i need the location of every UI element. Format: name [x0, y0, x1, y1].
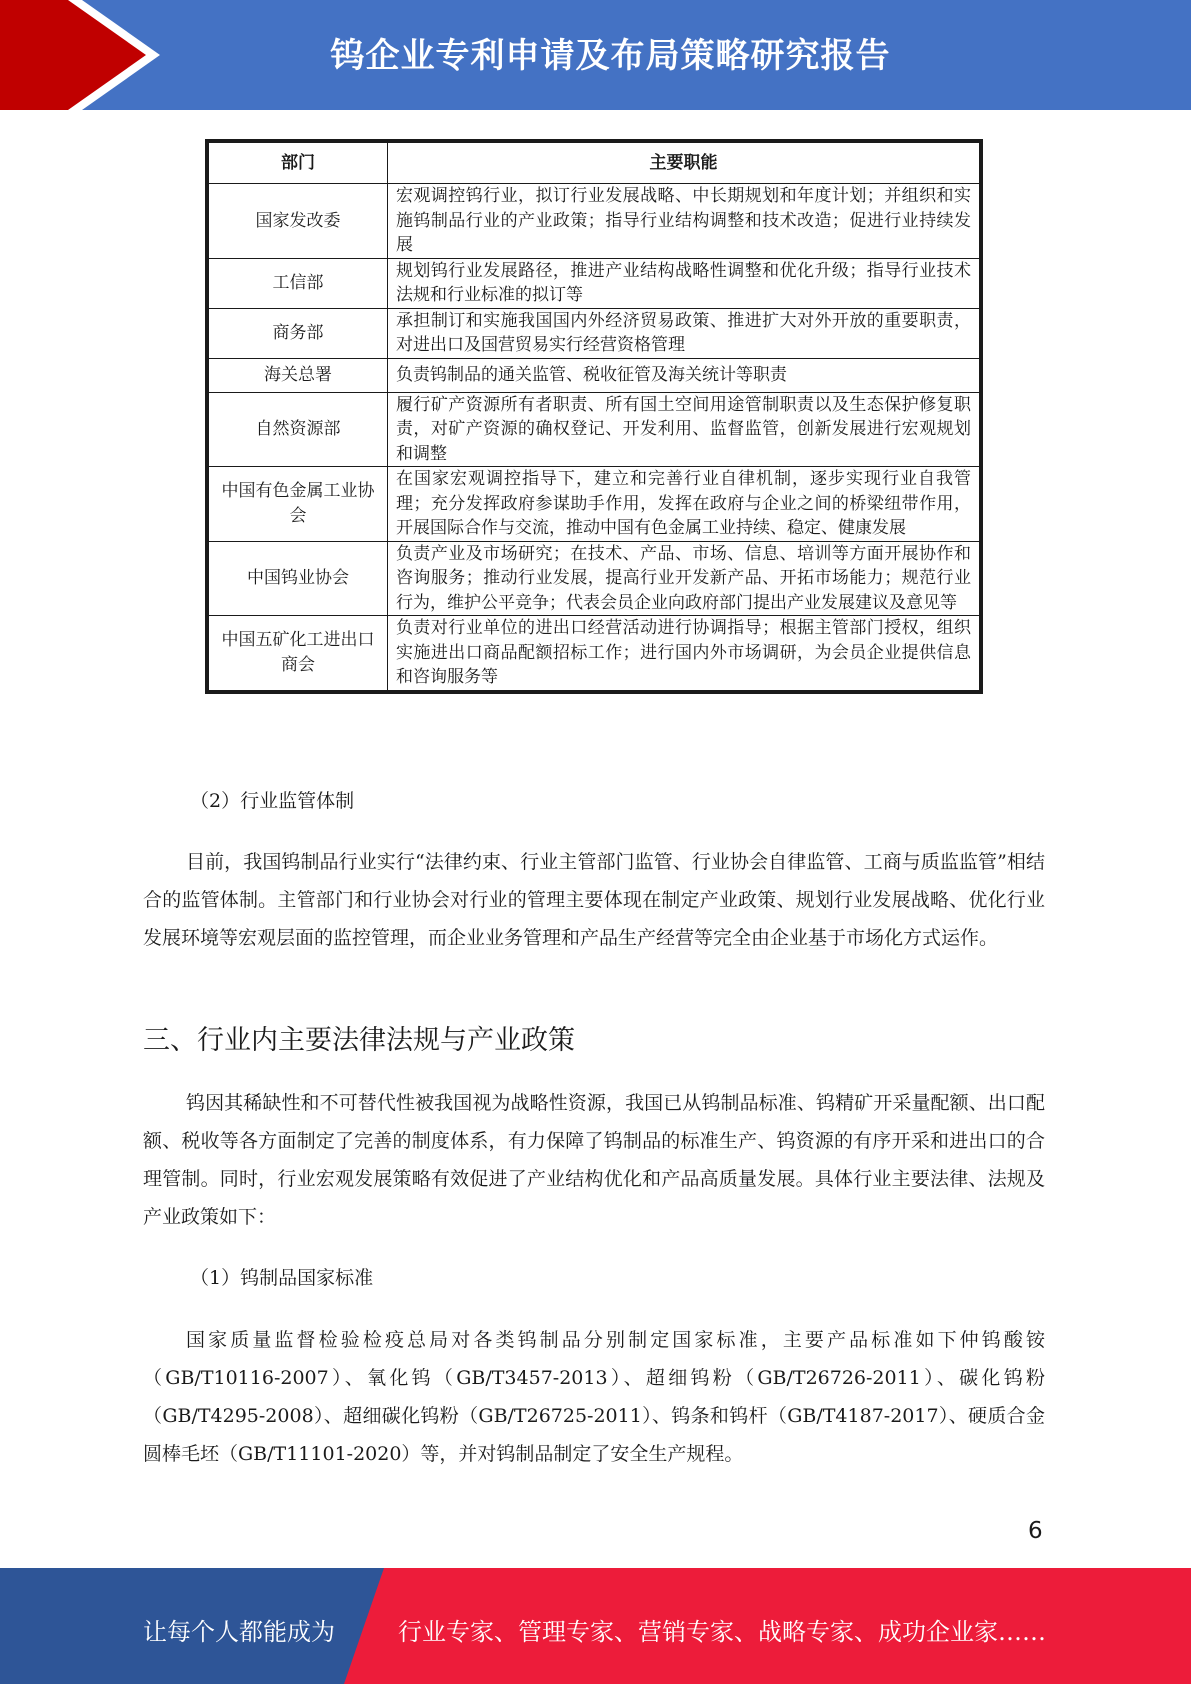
footer-slogan-right: 行业专家、管理专家、营销专家、战略专家、成功企业家…… [398, 1618, 1046, 1646]
dept-cell: 自然资源部 [209, 392, 388, 467]
func-cell: 负责对行业单位的进出口经营活动进行协调指导；根据主管部门授权，组织实施进出口商品配额招标工作；进行国内外市场调研，为会员企业提供信息和咨询服务等 [388, 616, 980, 691]
func-cell: 负责钨制品的通关监管、税收征管及海关统计等职责 [388, 358, 980, 392]
table-row [209, 616, 980, 691]
dept-cell: 中国五矿化工进出口商会 [209, 616, 388, 691]
section-heading: 三、行业内主要法律法规与产业政策 [143, 1025, 575, 1056]
departments-table [205, 139, 983, 694]
dept-cell: 海关总署 [209, 358, 388, 392]
table-row [209, 358, 980, 392]
subheading-national-standards: （1）钨制品国家标准 [190, 1267, 374, 1289]
func-cell: 规划钨行业发展路径，推进产业结构战略性调整和优化升级；指导行业技术法规和行业标准的拟订等 [388, 258, 980, 308]
dept-cell: 工信部 [209, 258, 388, 308]
report-title: 钨企业专利申请及布局策略研究报告 [330, 36, 891, 76]
paragraph-policy-intro: 钨因其稀缺性和不可替代性被我国视为战略性资源，我国已从钨制品标准、钨精矿开采量配额、出口配额、税收等各方面制定了完善的制度体系，有力保障了钨制品的标准生产、钨资源的有序开采和进出口的合理管制。同时，行业宏观发展策略有效促进了产业结构优化和产品高质量发展。具体行业主要法律、法规及产业政策如下： [143, 1092, 1045, 1228]
col-header-func: 主要职能 [388, 143, 980, 184]
dept-cell: 中国钨业协会 [209, 541, 388, 616]
paragraph-national-standards: 国家质量监督检验检疫总局对各类钨制品分别制定国家标准，主要产品标准如下仲钨酸铵（GB/T10116-2007）、氧化钨（GB/T3457-2013）、超细钨粉（GB/T26726-2011）、碳化钨粉（GB/T4295-2008）、超细碳化钨粉（GB/T26725-2011）、钨条和钨杆（GB/T4187-2017）、硬质合金圆棒毛坯（GB/T11101-2020）等，并对钨制品制定了安全生产规程。 [143, 1329, 1045, 1465]
dept-cell: 国家发改委 [209, 184, 388, 259]
subheading-regulation-system: （2）行业监管体制 [190, 790, 355, 812]
func-cell: 履行矿产资源所有者职责、所有国土空间用途管制职责以及生态保护修复职责，对矿产资源的确权登记、开发利用、监督监管，创新发展进行宏观规划和调整 [388, 392, 980, 467]
page-header [0, 0, 1191, 110]
dept-cell: 中国有色金属工业协会 [209, 467, 388, 542]
table-row [209, 184, 980, 259]
table-row [209, 392, 980, 467]
func-cell: 负责产业及市场研究；在技术、产品、市场、信息、培训等方面开展协作和咨询服务；推动行业发展，提高行业开发新产品、开拓市场能力；规范行业行为，维护公平竞争；代表会员企业向政府部门提出产业发展建议及意见等 [388, 541, 980, 616]
paragraph-regulation-system: 目前，我国钨制品行业实行“法律约束、行业主管部门监管、行业协会自律监管、工商与质监监管”相结合的监管体制。主管部门和行业协会对行业的管理主要体现在制定产业政策、规划行业发展战略、优化行业发展环境等宏观层面的监控管理，而企业业务管理和产品生产经营等完全由企业基于市场化方式运作。 [143, 851, 1045, 949]
func-cell: 承担制订和实施我国国内外经济贸易政策、推进扩大对外开放的重要职责，对进出口及国营贸易实行经营资格管理 [388, 308, 980, 358]
func-cell: 在国家宏观调控指导下，建立和完善行业自律机制，逐步实现行业自我管理；充分发挥政府参谋助手作用，发挥在政府与企业之间的桥梁纽带作用，开展国际合作与交流，推动中国有色金属工业持续、稳定、健康发展 [388, 467, 980, 542]
table-row [209, 258, 980, 308]
table-header-row [209, 143, 980, 184]
func-cell: 宏观调控钨行业，拟订行业发展战略、中长期规划和年度计划；并组织和实施钨制品行业的产业政策；指导行业结构调整和技术改造；促进行业持续发展 [388, 184, 980, 259]
table-row [209, 308, 980, 358]
dept-cell: 商务部 [209, 308, 388, 358]
page-number: 6 [1028, 1518, 1043, 1544]
table-row [209, 467, 980, 542]
col-header-dept: 部门 [209, 143, 388, 184]
footer-slogan-left: 让每个人都能成为 [143, 1618, 335, 1646]
page-footer [0, 1568, 1191, 1684]
table-row [209, 541, 980, 616]
